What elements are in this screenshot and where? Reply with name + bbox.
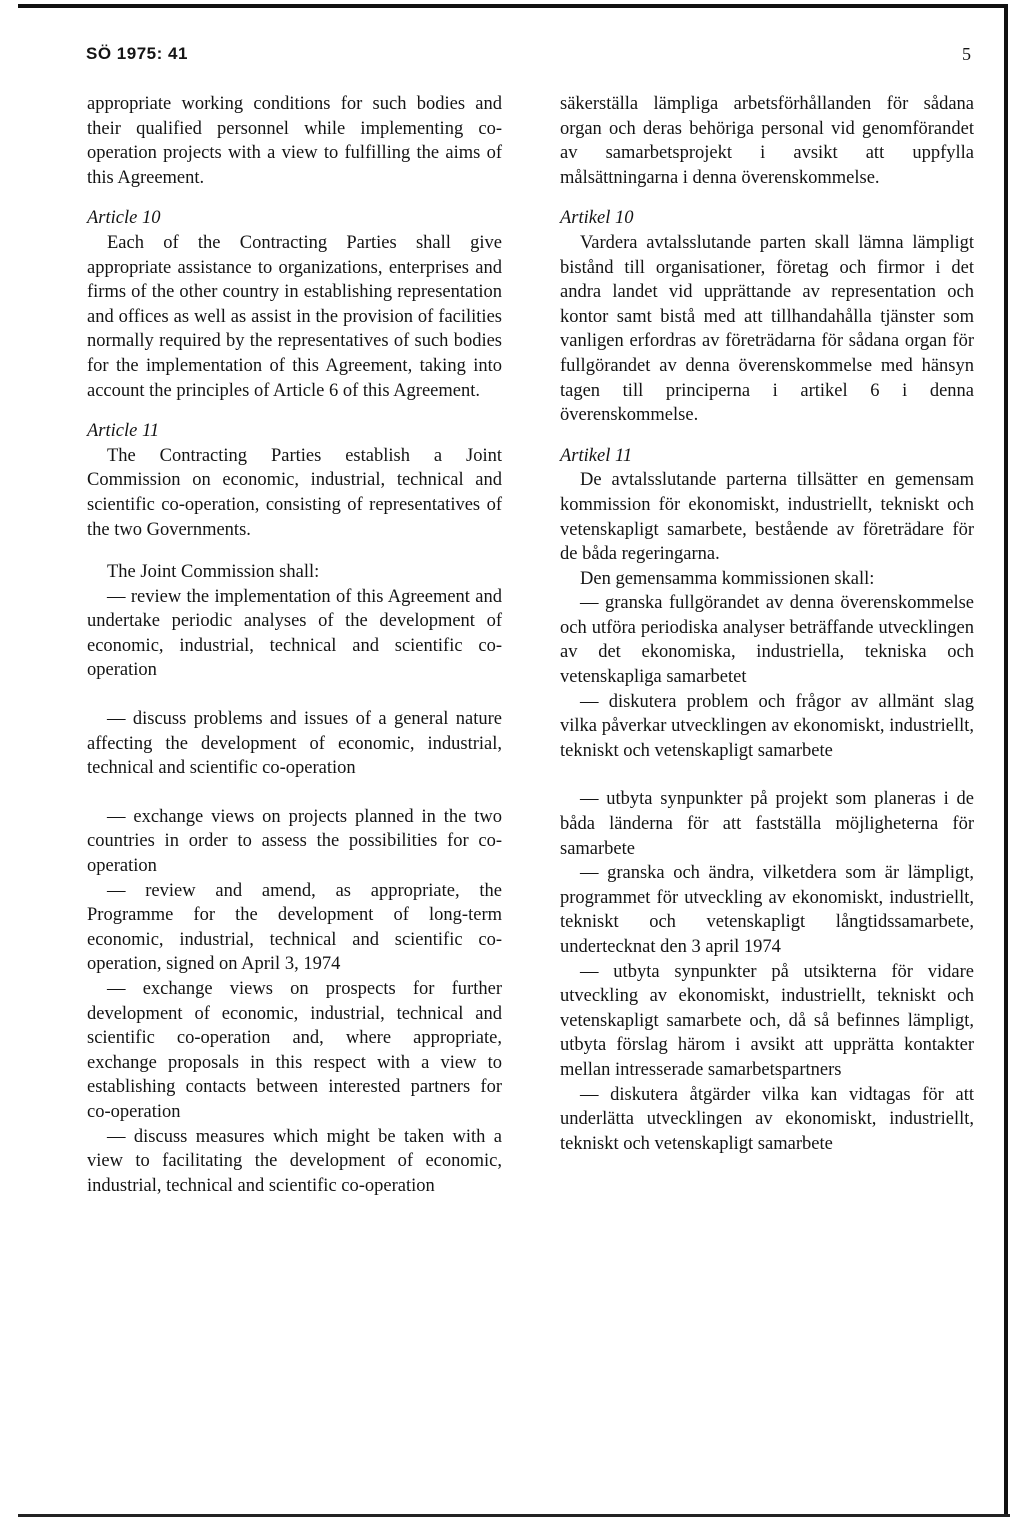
page-number: 5 [962,44,971,64]
english-list-item: — review the implementation of this Agreement and undertake periodic analyses of the development of economic, industrial, technical and scientific co-operation [87,586,502,681]
swedish-list-item: — utbyta synpunkter på projekt som planeras i de båda länderna för att fastställa möjligheterna för samarbete [560,789,974,859]
swedish-list-item: — diskutera åtgärder vilka kan vidtagas för att underlätta utvecklingen av ekonomiskt, industriellt, tekniskt och vetenskapligt samarbete [560,1084,974,1154]
swedish-list-item: — granska och ändra, vilketdera som är lämpligt, programmet för utveckling av ekonomiskt, industriellt, tekniskt och vetenskapligt långtidssamarbete, undertecknat den 3 april 1974 [560,863,974,957]
english-paragraph-continuation: appropriate working conditions for such bodies and their qualified personnel while implementing co-operation projects with a view to fulfilling the aims of this Agreement. [87,94,502,188]
english-commission-intro: The Joint Commission shall: [107,562,320,583]
english-list-item: — discuss problems and issues of a general nature affecting the development of economic, industrial, technical and scientific co-operation [87,709,502,779]
swedish-paragraph-continuation: säkerställa lämpliga arbetsförhållanden för sådana organ och deras behöriga personal vid genomförandet av samarbetsprojekt i avsikt att uppfylla målsättningarna i denna överenskommelse. [560,94,974,188]
english-list-item: — review and amend, as appropriate, the Programme for the development of long-term economic, industrial, technical and scientific co-operation, signed on April 3, 1974 [87,880,502,975]
swedish-article-10-heading: Artikel 10 [560,208,634,229]
page-right-border [1004,4,1008,1514]
swedish-list-item: — utbyta synpunkter på utsikterna för vidare utveckling av ekonomiskt, industriellt, tekniskt och vetenskapligt samarbete och, då så befinnes lämpligt, utbyta förslag härom i avsikt att upprätta kontakter mellan intresserade samarbetspartners [560,961,974,1080]
english-article-10-text: Each of the Contracting Parties shall give appropriate assistance to organizations, enterprises and firms of the other country in establishing representation and offices as well as assist in the provision of facilities normally required by the representatives of such bodies for the implementation of this Agreement, taking into account the principles of Article 6 of this Agreement. [87,232,502,401]
english-article-11-text: The Contracting Parties establish a Joint Commission on economic, industrial, technical and scientific co-operation, consisting of representatives of the two Governments. [87,445,502,540]
swedish-commission-intro: Den gemensamma kommissionen skall: [580,568,875,589]
swedish-article-11-text: De avtalsslutande parterna tillsätter en gemensam kommission för ekonomiskt, industriellt, tekniskt och vetenskapligt samarbete, bestående av företrädare för de båda regeringarna. [560,470,974,565]
swedish-article-11-heading: Artikel 11 [560,445,633,466]
english-article-11-heading: Article 11 [87,421,160,442]
english-article-10-heading: Article 10 [87,208,161,229]
document-reference: SÖ 1975: 41 [86,44,188,63]
page-top-border [18,4,1006,8]
english-list-item: — discuss measures which might be taken with a view to facilitating the development of economic, industrial, technical and scientific co-operation [87,1126,502,1196]
swedish-article-10-text: Vardera avtalsslutande parten skall lämna lämpligt bistånd till organisationer, företag och firmor i det andra landet vid upprättande av representation och kontor samt bistå med att tillhandahålla tjänster som vanligen erfordras av företrädarna för sådana organ för fullgörandet av denna överenskommelse med hänsyn tagen till principerna i artikel 6 i denna överenskommelse. [560,232,974,426]
swedish-list-item: — diskutera problem och frågor av allmänt slag vilka påverkar utvecklingen av ekonomiskt, industriellt, tekniskt och vetenskapligt samarbete [560,691,974,761]
english-list-item: — exchange views on prospects for further development of economic, industrial, technical and scientific co-operation and, where appropriate, exchange proposals in this respect with a view to establishing contacts between interested partners for co-operation [87,979,502,1122]
english-column [87,92,502,1198]
swedish-column [560,92,974,1156]
english-list-item: — exchange views on projects planned in the two countries in order to assess the possibilities for co-operation [87,806,502,877]
swedish-list-item: — granska fullgörandet av denna överenskommelse och utföra periodiska analyser beträffande utvecklingen av det ekonomiska, industriella, tekniska och vetenskapliga samarbetet [560,593,974,688]
page-bottom-border [18,1514,1010,1517]
